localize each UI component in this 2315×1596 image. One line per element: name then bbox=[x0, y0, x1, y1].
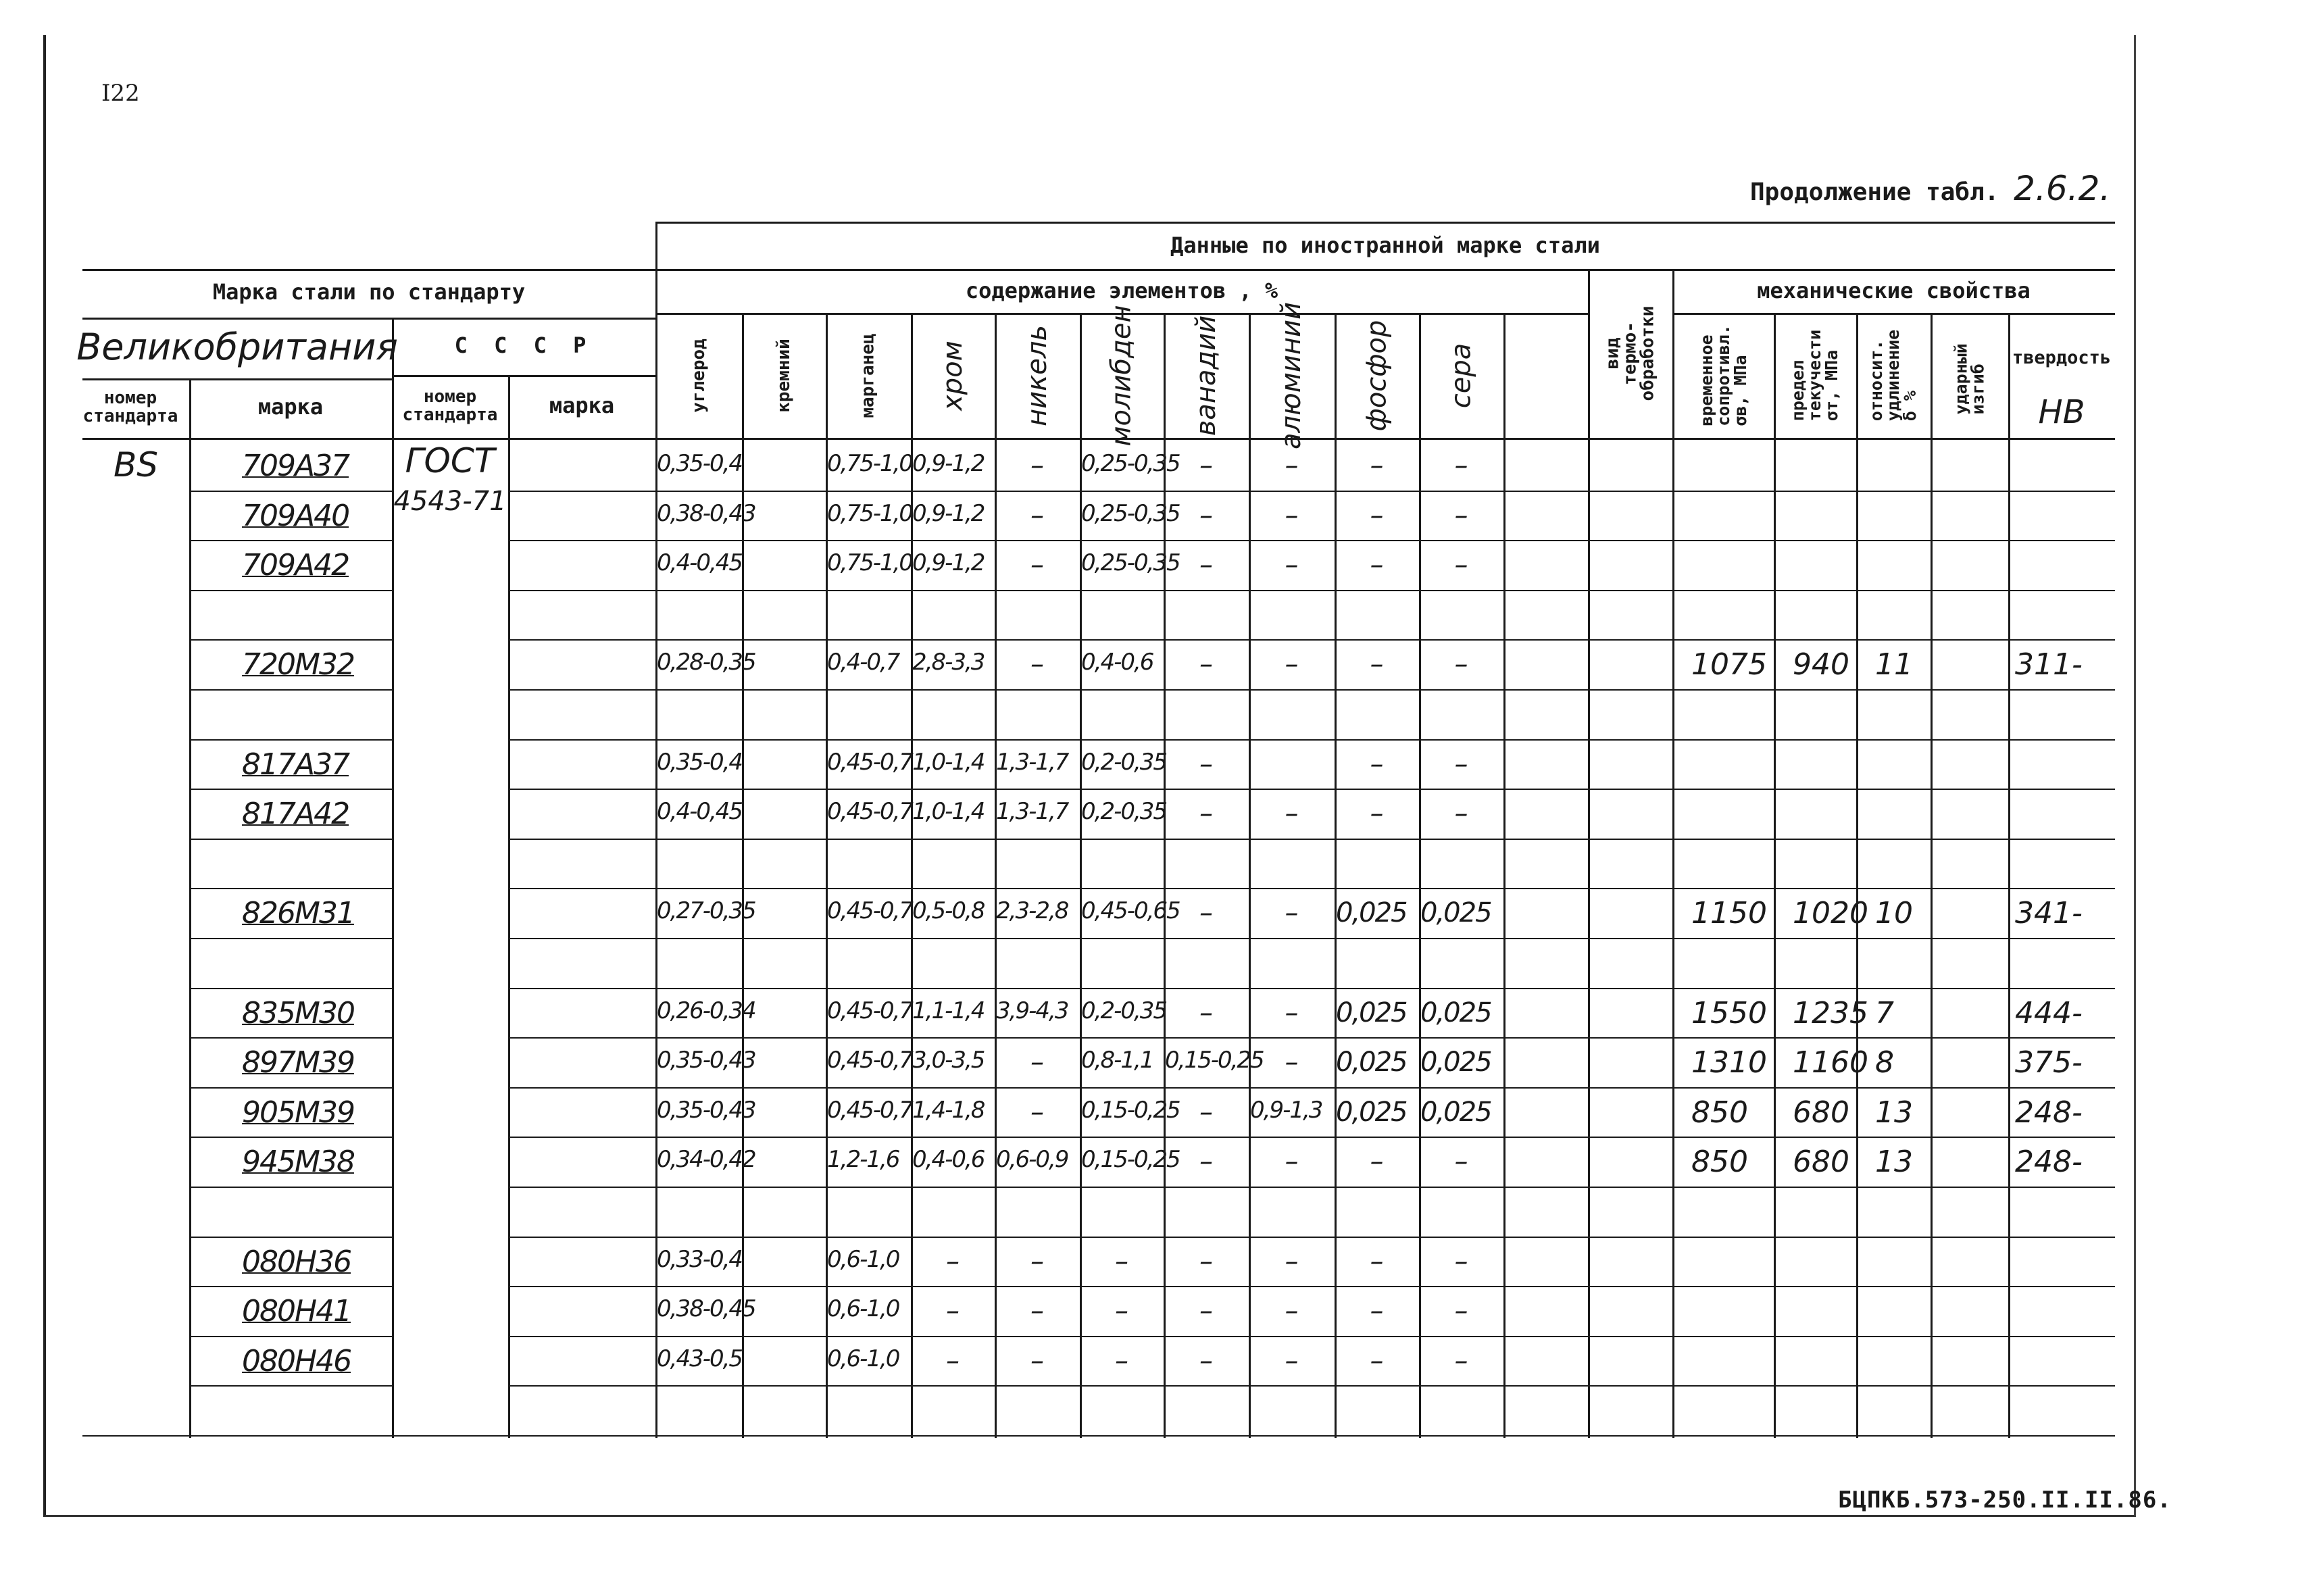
header-tensile-label: временное сопротивл. σв, МПа bbox=[1696, 324, 1750, 426]
element-cell-v: – bbox=[1199, 1345, 1212, 1376]
mech-cell-tensile: 1075 bbox=[1691, 647, 1767, 682]
table-line bbox=[1503, 313, 1505, 1438]
element-cell-p: – bbox=[1370, 549, 1383, 580]
element-cell-cr: 0,9-1,2 bbox=[912, 549, 985, 576]
element-cell-mn: 0,45-0,7 bbox=[827, 1047, 913, 1074]
table-line bbox=[508, 590, 2115, 591]
mech-cell-yield: 680 bbox=[1793, 1095, 1849, 1130]
table-line bbox=[508, 1237, 2115, 1238]
table-line bbox=[1588, 269, 1590, 1438]
header-element-4 bbox=[995, 313, 1080, 438]
header-hardness-unit: НВ bbox=[2038, 393, 2085, 431]
element-cell-v: – bbox=[1199, 1146, 1212, 1177]
header-element-label: сера bbox=[1445, 343, 1477, 408]
element-cell-c: 0,35-0,4 bbox=[657, 450, 743, 477]
element-cell-ni: 1,3-1,7 bbox=[996, 798, 1068, 825]
table-caption-number: 2.6.2. bbox=[2014, 169, 2111, 208]
element-cell-mn: 1,2-1,6 bbox=[827, 1146, 899, 1173]
mech-cell-yield: 940 bbox=[1793, 647, 1849, 682]
header-element-label: никель bbox=[1022, 324, 1053, 426]
element-cell-ni: – bbox=[1030, 1345, 1043, 1376]
element-cell-ni: – bbox=[1030, 1246, 1043, 1277]
table-line bbox=[508, 540, 2115, 541]
mech-cell-elong: 11 bbox=[1875, 647, 1913, 682]
element-cell-v: – bbox=[1199, 749, 1212, 780]
element-cell-v: 0,15-0,25 bbox=[1165, 1047, 1264, 1074]
element-cell-al: – bbox=[1285, 1047, 1297, 1078]
element-cell-mn: 0,45-0,7 bbox=[827, 997, 913, 1024]
table-line bbox=[189, 639, 392, 641]
element-cell-s: – bbox=[1454, 450, 1467, 481]
element-cell-v: – bbox=[1199, 997, 1212, 1028]
element-cell-mo: – bbox=[1115, 1295, 1127, 1326]
element-cell-c: 0,35-0,43 bbox=[657, 1047, 755, 1074]
table-line bbox=[189, 1137, 392, 1138]
element-cell-s: – bbox=[1454, 749, 1467, 780]
element-cell-cr: 2,8-3,3 bbox=[912, 649, 985, 676]
header-heat-treatment-label: вид термо-обработки bbox=[1602, 305, 1658, 401]
element-cell-ni: – bbox=[1030, 549, 1043, 580]
header-ussr-standard-number: номер стандарта bbox=[402, 386, 498, 425]
element-cell-ni: – bbox=[1030, 1097, 1043, 1128]
element-cell-ni: 0,6-0,9 bbox=[996, 1146, 1068, 1173]
table-line bbox=[189, 689, 392, 691]
element-cell-al: – bbox=[1285, 549, 1297, 580]
element-cell-cr: 1,0-1,4 bbox=[912, 798, 985, 825]
mech-cell-yield: 1020 bbox=[1793, 896, 1868, 930]
table-line bbox=[1856, 313, 1858, 1438]
table-line bbox=[508, 988, 2115, 989]
element-cell-cr: 1,4-1,8 bbox=[912, 1097, 985, 1124]
element-cell-al: – bbox=[1285, 1246, 1297, 1277]
element-cell-mo: 0,25-0,35 bbox=[1081, 500, 1180, 527]
element-cell-cr: 0,4-0,6 bbox=[912, 1146, 985, 1173]
gost-number: 4543-71 bbox=[393, 486, 507, 517]
table-line bbox=[189, 590, 392, 591]
element-cell-cr: 0,5-0,8 bbox=[912, 897, 985, 924]
mech-cell-elong: 10 bbox=[1875, 896, 1913, 930]
header-impact-label: ударный изгиб bbox=[1951, 343, 1988, 414]
element-cell-cr: 3,0-3,5 bbox=[912, 1047, 985, 1074]
element-cell-s: 0,025 bbox=[1420, 997, 1491, 1028]
header-element-label: молибден bbox=[1106, 304, 1138, 447]
element-cell-al: – bbox=[1285, 997, 1297, 1028]
table-line bbox=[508, 1187, 2115, 1188]
element-cell-ni: 1,3-1,7 bbox=[996, 749, 1068, 776]
table-line bbox=[189, 739, 392, 741]
element-cell-v: – bbox=[1199, 1097, 1212, 1128]
header-element-label: углерод bbox=[688, 338, 709, 413]
element-cell-v: – bbox=[1199, 649, 1212, 680]
table-line bbox=[508, 639, 2115, 641]
header-elongation-label: относит. удлинение δ % bbox=[1866, 329, 1920, 422]
element-cell-mo: 0,15-0,25 bbox=[1081, 1146, 1180, 1173]
element-cell-s: – bbox=[1454, 1246, 1467, 1277]
element-cell-v: – bbox=[1199, 798, 1212, 829]
table-line bbox=[508, 375, 510, 1438]
mech-cell-hb: 444- bbox=[2015, 996, 2083, 1030]
element-cell-c: 0,4-0,45 bbox=[657, 798, 743, 825]
table-line bbox=[189, 839, 392, 840]
element-cell-mo: 0,25-0,35 bbox=[1081, 450, 1180, 477]
table-line bbox=[1931, 313, 1933, 1438]
element-cell-v: – bbox=[1199, 897, 1212, 928]
header-impact bbox=[1931, 313, 2008, 438]
mech-cell-tensile: 850 bbox=[1691, 1145, 1748, 1179]
mech-cell-tensile: 1150 bbox=[1691, 896, 1767, 930]
element-cell-mo: 0,25-0,35 bbox=[1081, 549, 1180, 576]
mech-cell-tensile: 1550 bbox=[1691, 996, 1767, 1030]
table-line bbox=[508, 1286, 2115, 1287]
table-line bbox=[508, 888, 2115, 889]
element-cell-p: 0,025 bbox=[1336, 897, 1407, 928]
element-cell-mn: 0,75-1,0 bbox=[827, 450, 913, 477]
header-steel-grade-by-standard: Марка стали по стандарту bbox=[212, 279, 526, 305]
element-cell-v: – bbox=[1199, 500, 1212, 531]
grade-cell: 080Н46 bbox=[242, 1344, 351, 1378]
element-cell-mo: – bbox=[1115, 1345, 1127, 1376]
element-cell-v: – bbox=[1199, 1246, 1212, 1277]
table-line bbox=[189, 938, 392, 939]
header-element-label: кремний bbox=[773, 338, 794, 413]
header-hardness: твердость bbox=[2012, 347, 2112, 368]
table-line bbox=[189, 789, 392, 790]
grade-cell: 905М39 bbox=[242, 1095, 354, 1130]
element-cell-v: – bbox=[1199, 1295, 1212, 1326]
header-tensile bbox=[1672, 313, 1774, 438]
table-caption-text: Продолжение табл. bbox=[1750, 178, 1999, 206]
element-cell-ni: – bbox=[1030, 450, 1043, 481]
gost-name: ГОСТ bbox=[405, 441, 495, 480]
element-cell-mn: 0,75-1,0 bbox=[827, 500, 913, 527]
element-cell-p: – bbox=[1370, 450, 1383, 481]
grade-cell: 709А42 bbox=[242, 548, 349, 582]
element-cell-cr: 0,9-1,2 bbox=[912, 450, 985, 477]
element-cell-mo: 0,45-0,65 bbox=[1081, 897, 1180, 924]
header-element-9 bbox=[1419, 313, 1503, 438]
element-cell-mo: – bbox=[1115, 1246, 1127, 1277]
element-cell-mo: 0,2-0,35 bbox=[1081, 997, 1167, 1024]
header-yield bbox=[1774, 313, 1856, 438]
grade-cell: 080Н36 bbox=[242, 1245, 351, 1279]
table-line bbox=[189, 540, 392, 541]
element-cell-mo: 0,8-1,1 bbox=[1081, 1047, 1153, 1074]
table-line bbox=[508, 491, 2115, 492]
element-cell-mn: 0,75-1,0 bbox=[827, 549, 913, 576]
element-cell-p: – bbox=[1370, 1146, 1383, 1177]
header-element-2 bbox=[826, 313, 911, 438]
element-cell-mn: 0,45-0,7 bbox=[827, 798, 913, 825]
element-cell-p: 0,025 bbox=[1336, 1097, 1407, 1128]
mech-cell-elong: 8 bbox=[1875, 1045, 1894, 1080]
mech-cell-hb: 248- bbox=[2015, 1145, 2083, 1179]
table-line bbox=[508, 1385, 2115, 1387]
element-cell-ni: 2,3-2,8 bbox=[996, 897, 1068, 924]
grade-cell: 720М32 bbox=[242, 647, 354, 682]
table-line bbox=[508, 1336, 2115, 1337]
element-cell-s: – bbox=[1454, 649, 1467, 680]
element-cell-al: – bbox=[1285, 500, 1297, 531]
table-line bbox=[508, 789, 2115, 790]
table-line bbox=[2008, 313, 2010, 1438]
table-line bbox=[508, 689, 2115, 691]
standard-bs: BS bbox=[113, 445, 159, 484]
element-cell-mn: 0,4-0,7 bbox=[827, 649, 899, 676]
element-cell-s: – bbox=[1454, 500, 1467, 531]
element-cell-mo: 0,2-0,35 bbox=[1081, 749, 1167, 776]
header-element-label: хром bbox=[937, 340, 968, 411]
table-line bbox=[508, 1037, 2115, 1039]
mech-cell-elong: 13 bbox=[1875, 1145, 1913, 1179]
grade-cell: 817А37 bbox=[242, 747, 349, 782]
element-cell-cr: 1,1-1,4 bbox=[912, 997, 985, 1024]
header-standard-number: номер стандарта bbox=[82, 387, 178, 426]
element-cell-c: 0,34-0,42 bbox=[657, 1146, 755, 1173]
element-cell-al: 0,9-1,3 bbox=[1250, 1097, 1322, 1124]
header-element-label: марганец bbox=[857, 332, 878, 418]
header-ussr-grade: марка bbox=[549, 393, 615, 419]
element-cell-ni: – bbox=[1030, 500, 1043, 531]
mech-cell-yield: 680 bbox=[1793, 1145, 1849, 1179]
element-cell-s: 0,025 bbox=[1420, 897, 1491, 928]
header-element-content: содержание элементов , % bbox=[965, 278, 1278, 304]
mech-cell-elong: 7 bbox=[1875, 996, 1894, 1030]
element-cell-al: – bbox=[1285, 1295, 1297, 1326]
element-cell-c: 0,33-0,4 bbox=[657, 1246, 743, 1273]
grade-cell: 080Н41 bbox=[242, 1294, 351, 1328]
element-cell-v: – bbox=[1199, 450, 1212, 481]
table-line bbox=[189, 1037, 392, 1039]
element-cell-c: 0,35-0,4 bbox=[657, 749, 743, 776]
element-cell-c: 0,38-0,45 bbox=[657, 1295, 755, 1322]
element-cell-v: – bbox=[1199, 549, 1212, 580]
table-line bbox=[189, 1336, 392, 1337]
element-cell-p: 0,025 bbox=[1336, 997, 1407, 1028]
table-line bbox=[189, 1187, 392, 1188]
mech-cell-yield: 1235 bbox=[1793, 996, 1868, 1030]
table-line bbox=[189, 1385, 392, 1387]
element-cell-s: – bbox=[1454, 798, 1467, 829]
table-line bbox=[1774, 313, 1776, 1438]
header-element-label: алюминий bbox=[1276, 301, 1308, 449]
element-cell-al: – bbox=[1285, 649, 1297, 680]
element-cell-mn: 0,45-0,7 bbox=[827, 897, 913, 924]
header-elongation bbox=[1856, 313, 1931, 438]
header-element-label: фосфор bbox=[1361, 320, 1393, 431]
mech-cell-elong: 13 bbox=[1875, 1095, 1913, 1130]
table-caption bbox=[1750, 169, 2110, 208]
element-cell-p: 0,025 bbox=[1336, 1047, 1407, 1078]
element-cell-cr: 0,9-1,2 bbox=[912, 500, 985, 527]
element-cell-c: 0,38-0,43 bbox=[657, 500, 755, 527]
element-cell-mo: 0,2-0,35 bbox=[1081, 798, 1167, 825]
table-line bbox=[189, 491, 392, 492]
element-cell-al: – bbox=[1285, 1146, 1297, 1177]
grade-cell: 817А42 bbox=[242, 797, 349, 831]
element-cell-mo: 0,4-0,6 bbox=[1081, 649, 1153, 676]
element-cell-mn: 0,45-0,7 bbox=[827, 749, 913, 776]
table-line bbox=[189, 1237, 392, 1238]
table-line bbox=[508, 1137, 2115, 1138]
grade-cell: 945М38 bbox=[242, 1145, 354, 1179]
element-cell-cr: 1,0-1,4 bbox=[912, 749, 985, 776]
table-line bbox=[189, 1286, 392, 1287]
element-cell-cr: – bbox=[946, 1246, 958, 1277]
table-line bbox=[82, 1435, 2115, 1437]
element-cell-al: – bbox=[1285, 897, 1297, 928]
page-number: I22 bbox=[101, 80, 140, 107]
element-cell-mn: 0,6-1,0 bbox=[827, 1295, 899, 1322]
element-cell-c: 0,35-0,43 bbox=[657, 1097, 755, 1124]
element-cell-cr: – bbox=[946, 1345, 958, 1376]
table-line bbox=[189, 378, 191, 1438]
table-line bbox=[508, 1087, 2115, 1089]
header-country bbox=[76, 318, 398, 377]
element-cell-mn: 0,45-0,7 bbox=[827, 1097, 913, 1124]
table-line bbox=[189, 988, 392, 989]
element-cell-p: – bbox=[1370, 649, 1383, 680]
header-foreign-data: Данные по иностранной марке стали bbox=[1170, 232, 1600, 259]
header-mechanical-properties: механические свойства bbox=[1757, 278, 2031, 304]
element-cell-al: – bbox=[1285, 1345, 1297, 1376]
element-cell-mn: 0,6-1,0 bbox=[827, 1246, 899, 1273]
header-element-1 bbox=[742, 313, 826, 438]
element-cell-s: – bbox=[1454, 1345, 1467, 1376]
table-line bbox=[189, 888, 392, 889]
element-cell-al: – bbox=[1285, 798, 1297, 829]
element-cell-ni: 3,9-4,3 bbox=[996, 997, 1068, 1024]
table-line bbox=[508, 938, 2115, 939]
table-line bbox=[82, 438, 2115, 440]
element-cell-p: – bbox=[1370, 1246, 1383, 1277]
element-cell-mn: 0,6-1,0 bbox=[827, 1345, 899, 1372]
header-element-label: ванадий bbox=[1191, 315, 1222, 436]
element-cell-c: 0,27-0,35 bbox=[657, 897, 755, 924]
table-line bbox=[1672, 269, 1674, 1438]
element-cell-s: 0,025 bbox=[1420, 1097, 1491, 1128]
element-cell-s: – bbox=[1454, 549, 1467, 580]
mech-cell-yield: 1160 bbox=[1793, 1045, 1868, 1080]
element-cell-p: – bbox=[1370, 500, 1383, 531]
mech-cell-tensile: 1310 bbox=[1691, 1045, 1767, 1080]
header-element-5 bbox=[1080, 304, 1164, 447]
element-cell-p: – bbox=[1370, 1295, 1383, 1326]
grade-cell: 897М39 bbox=[242, 1045, 354, 1080]
grade-cell: 835М30 bbox=[242, 996, 354, 1030]
element-cell-p: – bbox=[1370, 749, 1383, 780]
element-cell-c: 0,4-0,45 bbox=[657, 549, 743, 576]
header-country-label: Великобритания bbox=[76, 325, 398, 368]
grade-cell: 709А37 bbox=[242, 449, 349, 483]
element-cell-c: 0,26-0,34 bbox=[657, 997, 755, 1024]
header-element-8 bbox=[1335, 313, 1419, 438]
mech-cell-tensile: 850 bbox=[1691, 1095, 1748, 1130]
header-grade: марка bbox=[257, 394, 324, 420]
element-cell-p: – bbox=[1370, 798, 1383, 829]
table-line bbox=[189, 1087, 392, 1089]
mech-cell-hb: 341- bbox=[2015, 896, 2083, 930]
header-element-7 bbox=[1249, 301, 1335, 449]
element-cell-ni: – bbox=[1030, 649, 1043, 680]
header-yield-label: предел текучести σт, МПа bbox=[1788, 329, 1842, 422]
table-line bbox=[508, 839, 2115, 840]
element-cell-cr: – bbox=[946, 1295, 958, 1326]
header-heat-treatment bbox=[1588, 269, 1672, 438]
header-ussr: С С С Р bbox=[454, 332, 593, 359]
table-line bbox=[508, 739, 2115, 741]
table-line bbox=[742, 313, 744, 1438]
mech-cell-hb: 248- bbox=[2015, 1095, 2083, 1130]
element-cell-mo: 0,15-0,25 bbox=[1081, 1097, 1180, 1124]
element-cell-ni: – bbox=[1030, 1295, 1043, 1326]
table-line bbox=[655, 222, 2115, 224]
element-cell-c: 0,43-0,5 bbox=[657, 1345, 743, 1372]
element-cell-ni: – bbox=[1030, 1047, 1043, 1078]
element-cell-p: – bbox=[1370, 1345, 1383, 1376]
document-stamp: БЦПКБ.573-250.II.II.86. bbox=[1838, 1487, 2172, 1514]
header-element-3 bbox=[911, 313, 995, 438]
header-element-6 bbox=[1164, 313, 1249, 438]
mech-cell-hb: 311- bbox=[2015, 647, 2083, 682]
grade-cell: 826М31 bbox=[242, 896, 354, 930]
mech-cell-hb: 375- bbox=[2015, 1045, 2083, 1080]
grade-cell: 709А40 bbox=[242, 499, 349, 533]
element-cell-s: 0,025 bbox=[1420, 1047, 1491, 1078]
element-cell-s: – bbox=[1454, 1295, 1467, 1326]
element-cell-c: 0,28-0,35 bbox=[657, 649, 755, 676]
element-cell-s: – bbox=[1454, 1146, 1467, 1177]
element-cell-al: – bbox=[1285, 450, 1297, 481]
header-element-0 bbox=[655, 313, 742, 438]
